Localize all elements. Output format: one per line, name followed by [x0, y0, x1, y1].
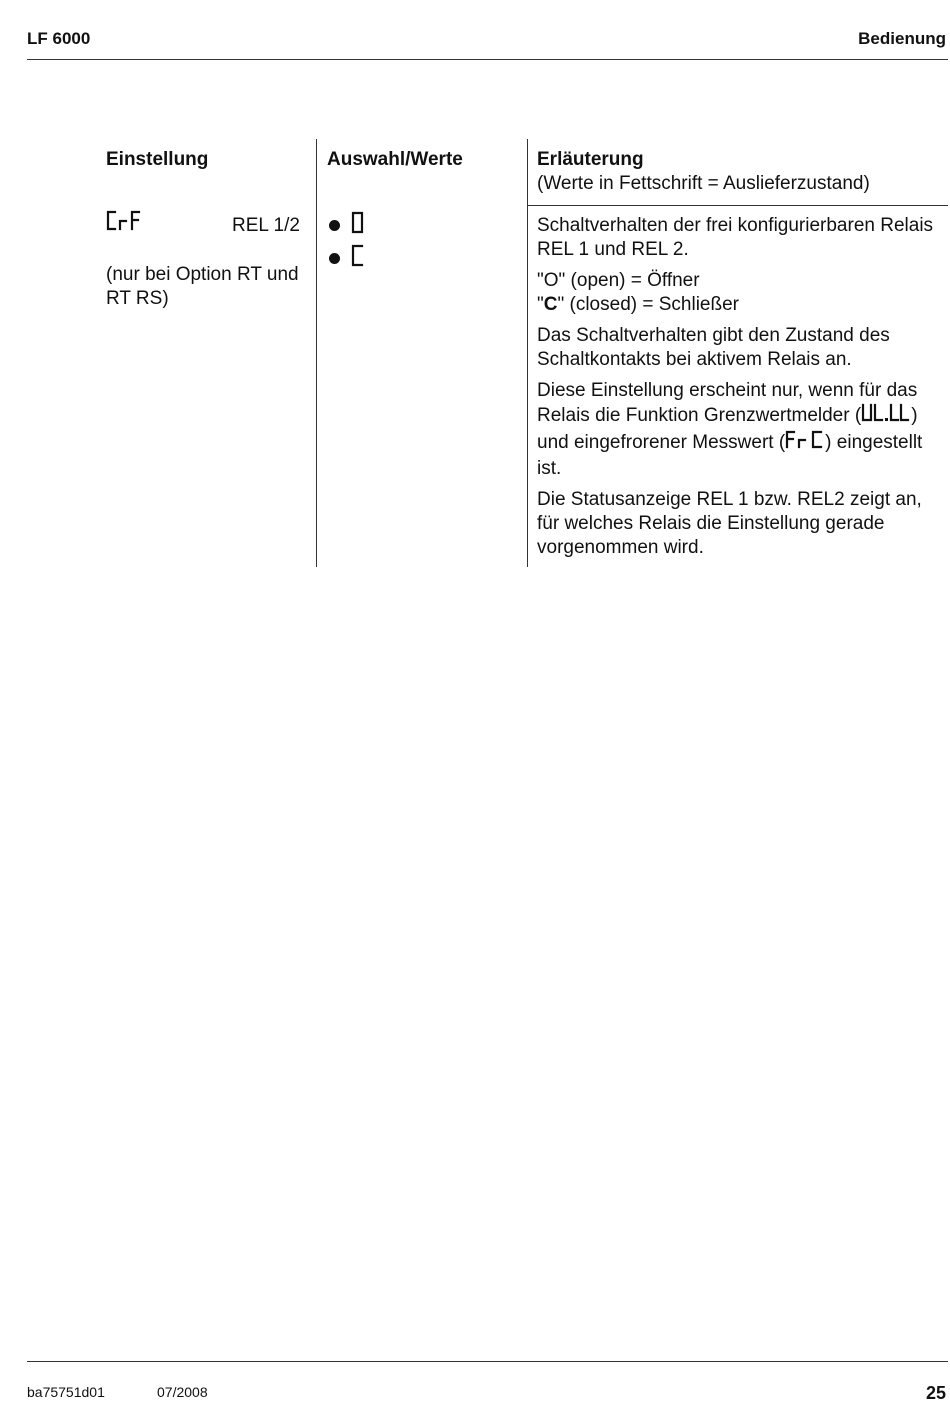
- explanation-paragraph: Das Schaltverhalten gibt den Zustand des Schaltkontakts bei aktivem Relais an.: [537, 325, 890, 370]
- footer-date: 07/2008: [157, 1384, 208, 1400]
- table-column-divider: [316, 139, 317, 567]
- column-header-values: Auswahl/Werte: [327, 149, 463, 170]
- header-divider: [27, 59, 948, 60]
- explanation-paragraph: "O" (open) = Öffner "C" (closed) = Schließer: [537, 270, 739, 315]
- table-header-divider: [527, 205, 948, 206]
- lcd-code-frc-icon: [785, 430, 825, 457]
- lcd-code-ul-ll-icon: [861, 403, 911, 430]
- lcd-code-c-icon: [351, 244, 365, 273]
- header-section: Bedienung: [858, 29, 946, 48]
- column-header-setting: Einstellung: [106, 149, 209, 170]
- header-product: LF 6000: [27, 29, 91, 48]
- explanation-paragraph: Schaltverhalten der frei konfigurierbaren Relais REL 1 und REL 2.: [537, 215, 934, 260]
- bullet-icon: [329, 220, 340, 231]
- explanation-text: [537, 214, 942, 567]
- lcd-code-o-icon: [351, 211, 365, 240]
- lcd-code-crf-icon: [106, 210, 142, 237]
- table-column-divider: [527, 139, 528, 567]
- page-number: 25: [925, 1383, 946, 1403]
- option-note: (nur bei Option RT und RT RS): [106, 264, 299, 309]
- bullet-icon: [329, 253, 340, 264]
- explanation-paragraph: Diese Einstellung erscheint nur, wenn für das Relais die Funktion Grenzwertmelder ( ) und eingefrorener Messwert ( ) eingestellt ist.: [537, 380, 923, 479]
- relay-label: REL 1/2: [232, 215, 300, 236]
- column-header-explanation: Erläuterung: [537, 149, 644, 170]
- explanation-paragraph: Die Statusanzeige REL 1 bzw. REL2 zeigt an, für welches Relais die Einstellung gerade vorgenommen wird.: [537, 489, 922, 558]
- footer-divider: [27, 1361, 948, 1362]
- footer-doc-id: ba75751d01: [27, 1384, 105, 1400]
- column-header-explanation-note: (Werte in Fettschrift = Auslieferzustand): [537, 173, 870, 194]
